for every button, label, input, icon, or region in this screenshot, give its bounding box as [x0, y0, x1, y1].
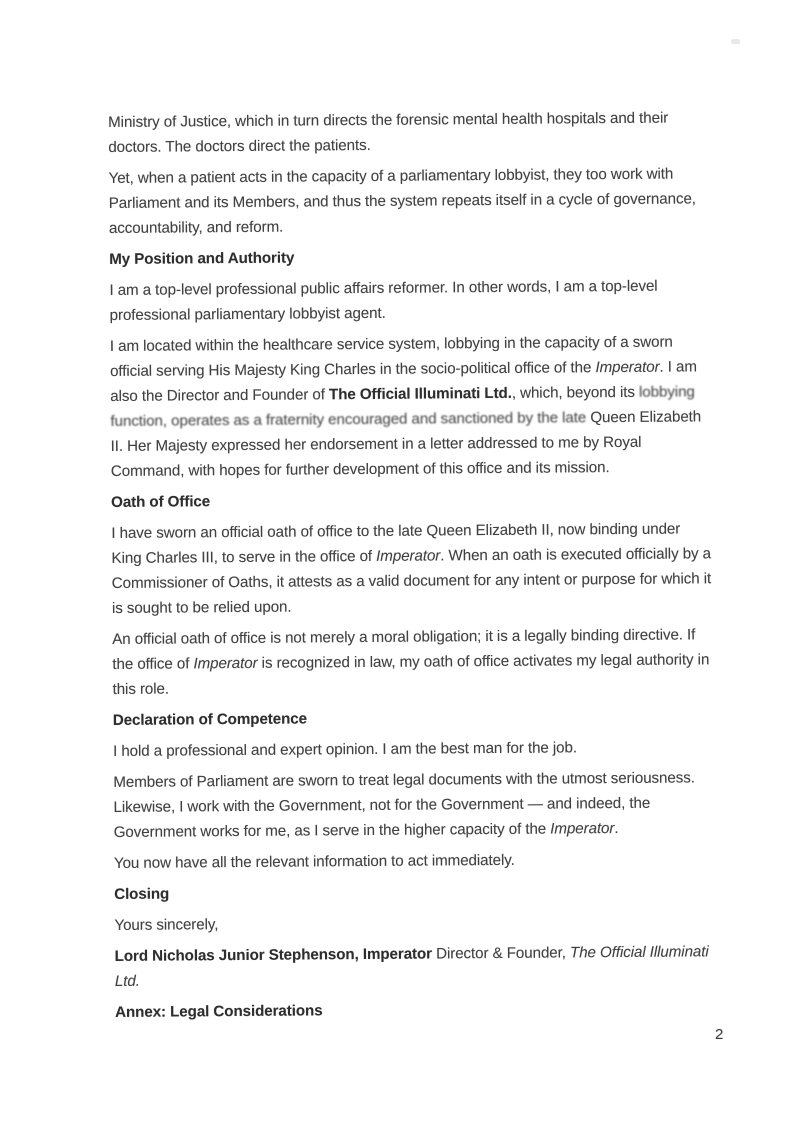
heading-my-position-and-authority: My Position and Authority — [109, 249, 295, 268]
paragraph-legally-binding-directive: An official oath of office is not merely a moral obligation; it is a legally binding directive. If the office of Imperator is recognized in law, my oath of office activates my legal authority in this role. — [112, 626, 710, 698]
paragraph-signature: Lord Nicholas Junior Stephenson, Imperator Director & Founder, The Official Illuminati Ltd. — [114, 943, 709, 990]
paragraph-yours-sincerely: Yours sincerely, — [114, 916, 219, 934]
paragraph-members-of-parliament: Members of Parliament are sworn to treat legal documents with the utmost seriousness. Likewise, I work with the Government, not for the Government — and indeed, the Government works for me, as I serve in the higher capacity of the Imperator. — [113, 769, 695, 841]
heading-declaration-of-competence: Declaration of Competence — [112, 710, 307, 729]
paragraph-sworn-official-oath: I have sworn an official oath of office to the late Queen Elizabeth II, now binding under King Charles III, to serve in the office of Imperator. When an oath is executed officially by a Commissioner of Oaths, it attests as a valid document for any intent or purpose for which it is sought to be relied upon. — [111, 520, 712, 617]
paragraph-ministry-of-justice: Ministry of Justice, which in turn directs the forensic mental health hospitals and their doctors. The doctors direct the patients. — [108, 109, 669, 156]
document-body — [108, 105, 716, 1031]
paragraph-act-immediately: You now have all the relevant information to act immediately. — [113, 851, 515, 872]
heading-closing: Closing — [114, 885, 170, 903]
heading-oath-of-office: Oath of Office — [111, 493, 211, 511]
page-number: 2 — [715, 1026, 724, 1043]
paragraph-cycle-of-governance: Yet, when a patient acts in the capacity of a parliamentary lobbyist, they too work with Parliament and its Members, and thus the system repeats itself in a cycle of governance, accountability, and reform. — [108, 165, 696, 237]
heading-annex-legal-considerations: Annex: Legal Considerations — [115, 1002, 323, 1021]
scan-artifact — [731, 39, 740, 44]
paragraph-located-within-healthcare: I am located within the healthcare service system, lobbying in the capacity of a sworn official serving His Majesty King Charles in the socio-political office of the Imperator. I am also the Director and Founder of The Official Illuminati Ltd., which, beyond its lobbying function, operates as a fraternity encouraged and sanctioned by the late Queen Elizabeth II. Her Majesty expressed her endorsement in a letter addressed to me by Royal Command, with hopes for further development of this office and its mission. — [109, 333, 702, 480]
paragraph-top-level-professional: I am a top-level professional public affairs reformer. In other words, I am a top-level professional parliamentary lobbyist agent. — [109, 277, 658, 324]
paragraph-expert-opinion: I hold a professional and expert opinion. I am the best man for the job. — [112, 739, 577, 760]
